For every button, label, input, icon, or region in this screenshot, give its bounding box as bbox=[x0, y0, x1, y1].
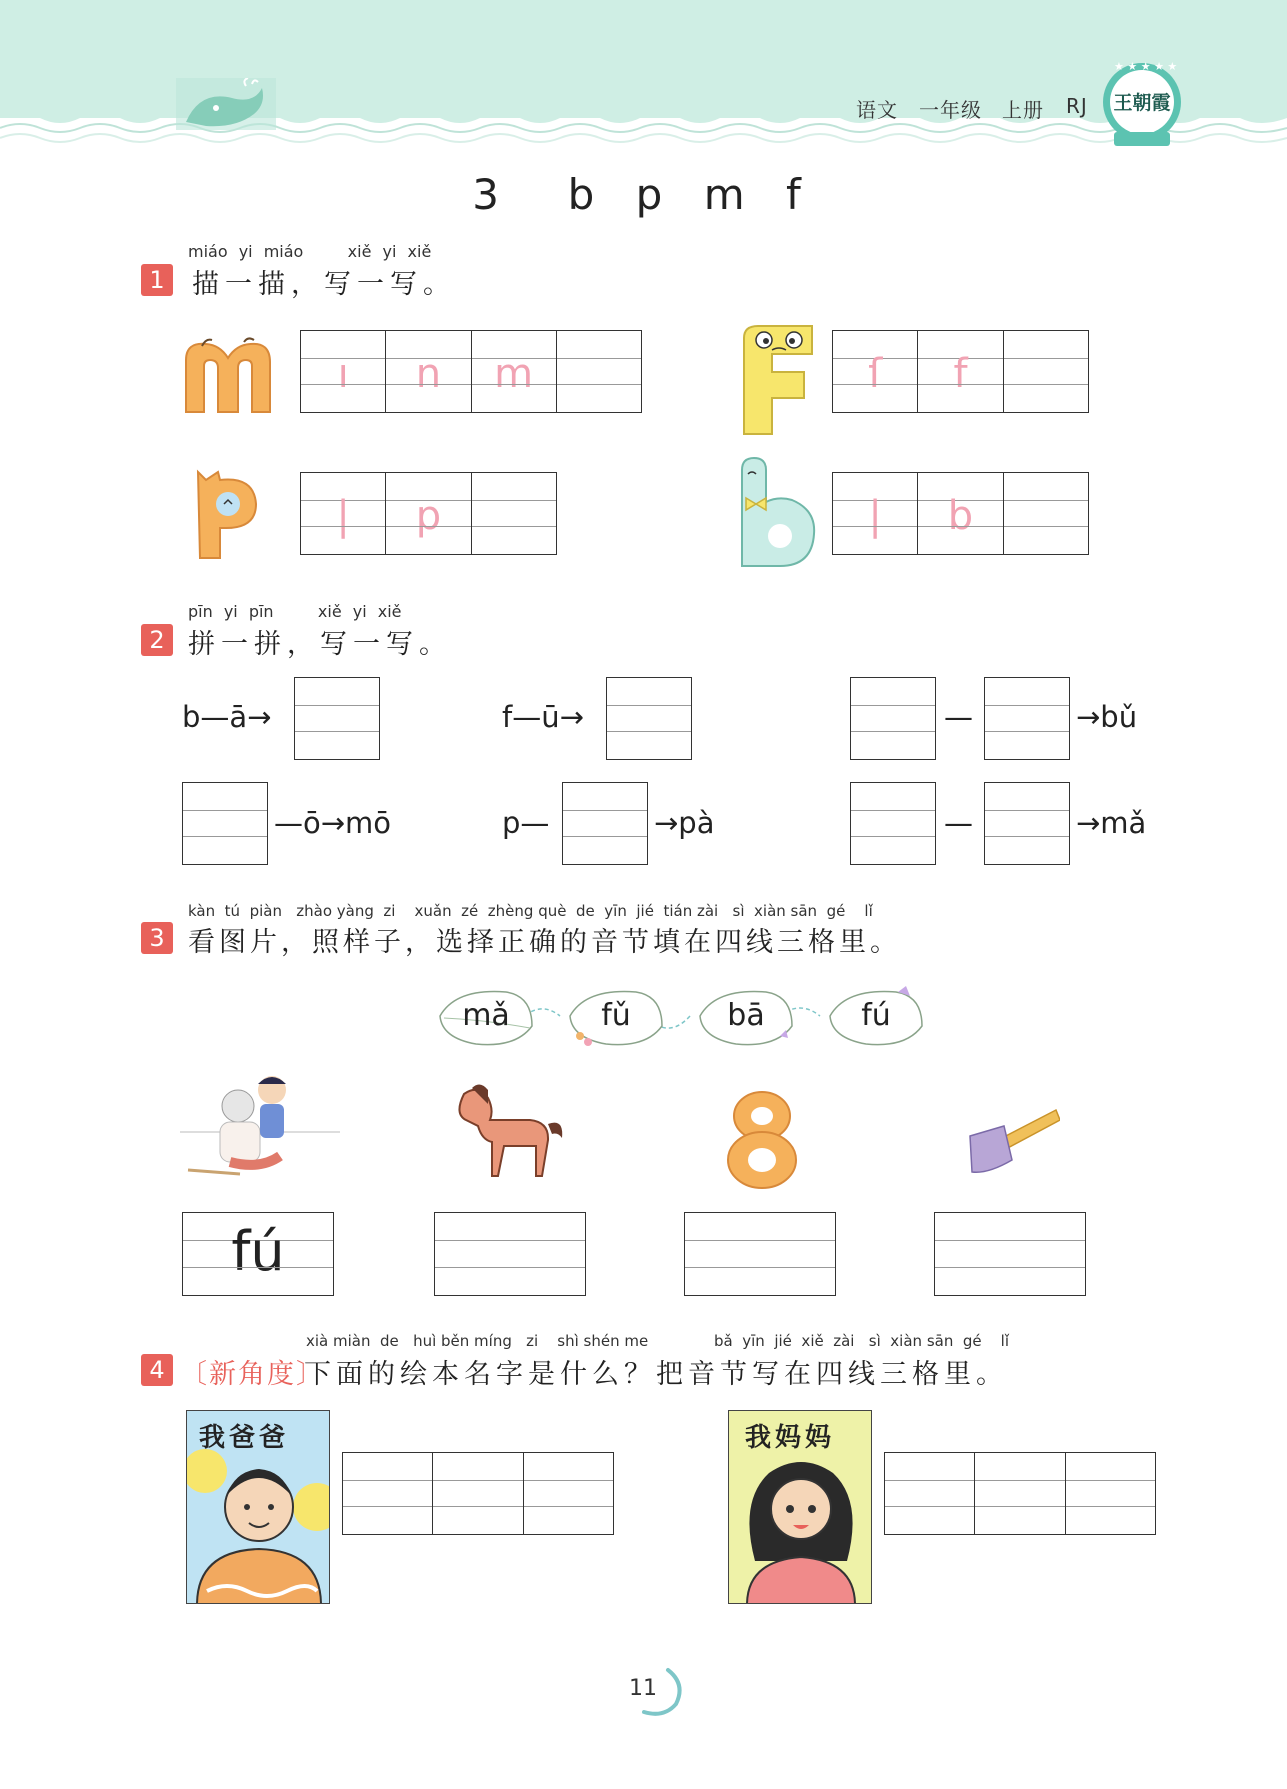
section2-number: 2 bbox=[141, 624, 173, 656]
answer-grid[interactable] bbox=[606, 677, 692, 760]
spell-result-bu: →bǔ bbox=[1076, 700, 1138, 734]
section4-tag: 〔新角度〕 bbox=[180, 1359, 325, 1390]
book-answer-grid[interactable] bbox=[342, 1452, 614, 1535]
spell-dash: — bbox=[944, 806, 973, 840]
horse-icon bbox=[444, 1080, 568, 1184]
page-title: 3 b p m f bbox=[472, 170, 815, 219]
leaf-option[interactable] bbox=[826, 986, 926, 1050]
grid-cell[interactable] bbox=[918, 473, 1003, 554]
grid-cell[interactable] bbox=[563, 783, 647, 864]
grid-cell[interactable] bbox=[301, 331, 386, 412]
grid-cell[interactable] bbox=[851, 783, 935, 864]
grid-cell[interactable] bbox=[607, 678, 691, 759]
helping-grandma-icon bbox=[180, 1070, 340, 1180]
sample-answer: fú bbox=[231, 1220, 285, 1283]
grid-cell[interactable] bbox=[433, 1453, 523, 1534]
grid-cell[interactable] bbox=[386, 331, 471, 412]
trace-glyph: | bbox=[336, 493, 350, 539]
book-title: 我妈妈 bbox=[745, 1423, 836, 1453]
book-cover-mom bbox=[728, 1410, 872, 1604]
grid-cell[interactable] bbox=[472, 473, 556, 554]
answer-grid[interactable] bbox=[562, 782, 648, 865]
header-edition: RJ bbox=[1066, 94, 1088, 118]
answer-grid[interactable] bbox=[984, 782, 1070, 865]
grid-cell[interactable] bbox=[1004, 331, 1088, 412]
section1-pinyin: miáo yi miáo xiě yi xiě bbox=[188, 242, 432, 261]
leaf-label: mǎ bbox=[462, 998, 510, 1033]
leaf-option[interactable] bbox=[696, 986, 796, 1050]
header-subject: 语文 bbox=[856, 98, 898, 122]
grid-cell[interactable] bbox=[1066, 1453, 1155, 1534]
picture-answer-grid[interactable] bbox=[934, 1212, 1086, 1296]
answer-grid[interactable] bbox=[294, 677, 380, 760]
trace-glyph: b bbox=[947, 493, 974, 539]
grid-cell[interactable] bbox=[885, 1453, 975, 1534]
trace-glyph: n bbox=[415, 351, 442, 397]
trace-grid-m[interactable] bbox=[300, 330, 642, 413]
letter-p-icon bbox=[190, 466, 264, 560]
trace-glyph: p bbox=[415, 493, 442, 539]
spell-result-pa: →pà bbox=[654, 806, 715, 840]
number-eight-icon bbox=[720, 1086, 804, 1190]
brand-name: 王朝霞 bbox=[1113, 92, 1171, 114]
grid-cell[interactable] bbox=[985, 783, 1069, 864]
section3-instruction: 看图片，照样子，选择正确的音节填在四线三格里。 bbox=[188, 927, 901, 958]
picture-answer-grid[interactable] bbox=[182, 1212, 334, 1296]
letter-m-icon bbox=[180, 332, 276, 416]
section3-number: 3 bbox=[141, 922, 173, 954]
grid-cell[interactable] bbox=[557, 331, 641, 412]
section1-number: 1 bbox=[141, 264, 173, 296]
section4-pinyin-b: bǎ yīn jié xiě zài sì xiàn sān gé lǐ bbox=[714, 1332, 1010, 1350]
grid-cell[interactable] bbox=[301, 473, 386, 554]
page-number: 11 bbox=[629, 1676, 657, 1701]
svg-text:★ ★ ★ ★ ★: ★ ★ ★ ★ ★ bbox=[1114, 60, 1178, 73]
book-title: 我爸爸 bbox=[199, 1423, 290, 1453]
leaf-option[interactable] bbox=[566, 986, 666, 1050]
book-cover-dad bbox=[186, 1410, 330, 1604]
grid-cell[interactable] bbox=[918, 331, 1003, 412]
grid-cell[interactable] bbox=[386, 473, 471, 554]
section4-instruction: 下面的绘本名字是什么？把音节写在四线三格里。 bbox=[304, 1359, 1008, 1390]
spell-expr-p: p— bbox=[502, 806, 550, 840]
header-grade: 一年级 bbox=[919, 98, 982, 122]
trace-grid-f[interactable] bbox=[832, 330, 1089, 413]
spell-result-ma: →mǎ bbox=[1076, 806, 1147, 840]
leaf-label: fǔ bbox=[601, 998, 631, 1033]
spell-expr-mo: —ō→mō bbox=[274, 806, 392, 840]
grid-cell[interactable] bbox=[183, 783, 267, 864]
letter-b-icon bbox=[736, 454, 818, 568]
leaf-option[interactable] bbox=[436, 986, 536, 1050]
section2-pinyin: pīn yi pīn xiě yi xiě bbox=[188, 602, 402, 621]
trace-glyph: | bbox=[868, 493, 882, 539]
grid-cell[interactable] bbox=[851, 678, 935, 759]
letter-f-icon bbox=[734, 318, 820, 436]
trace-grid-b[interactable] bbox=[832, 472, 1089, 555]
grid-cell[interactable] bbox=[975, 1453, 1065, 1534]
brand-seal bbox=[1100, 56, 1184, 152]
answer-grid[interactable] bbox=[850, 677, 936, 760]
grid-cell[interactable] bbox=[1004, 473, 1088, 554]
trace-glyph: ſ bbox=[868, 351, 883, 397]
grid-cell[interactable] bbox=[833, 331, 918, 412]
book-answer-grid[interactable] bbox=[884, 1452, 1156, 1535]
grid-cell[interactable] bbox=[343, 1453, 433, 1534]
picture-answer-grid[interactable] bbox=[434, 1212, 586, 1296]
grid-cell[interactable] bbox=[935, 1213, 1085, 1295]
trace-grid-p[interactable] bbox=[300, 472, 557, 555]
grid-cell[interactable] bbox=[524, 1453, 613, 1534]
grid-cell[interactable] bbox=[295, 678, 379, 759]
section4-pinyin-a: xià miàn de huì běn míng zi shì shén me bbox=[306, 1332, 649, 1350]
grid-cell[interactable] bbox=[685, 1213, 835, 1295]
grid-cell[interactable] bbox=[985, 678, 1069, 759]
leaf-label: bā bbox=[727, 998, 765, 1033]
trace-glyph: f bbox=[953, 351, 968, 397]
spell-expr-fu: f—ū→ bbox=[502, 700, 584, 734]
answer-grid[interactable] bbox=[850, 782, 936, 865]
grid-cell[interactable] bbox=[183, 1213, 333, 1295]
leaf-label: fú bbox=[861, 998, 891, 1033]
grid-cell[interactable] bbox=[833, 473, 918, 554]
whale-icon bbox=[176, 78, 276, 130]
grid-cell[interactable] bbox=[472, 331, 557, 412]
spell-dash: — bbox=[944, 700, 973, 734]
section4-number: 4 bbox=[141, 1354, 173, 1386]
answer-grid[interactable] bbox=[984, 677, 1070, 760]
trace-glyph: m bbox=[494, 351, 534, 397]
section2-instruction: 拼一拼，写一写。 bbox=[188, 629, 452, 660]
spell-expr-ba: b—ā→ bbox=[182, 700, 272, 734]
header-volume: 上册 bbox=[1002, 98, 1044, 122]
section1-instruction: 描一描，写一写。 bbox=[192, 269, 456, 300]
picture-answer-grid[interactable] bbox=[684, 1212, 836, 1296]
grid-cell[interactable] bbox=[435, 1213, 585, 1295]
section3-pinyin: kàn tú piàn zhào yàng zi xuǎn zé zhèng què de yīn jié tián zài sì xiàn sān gé lǐ bbox=[188, 902, 873, 920]
trace-glyph: ı bbox=[337, 351, 349, 397]
answer-grid[interactable] bbox=[182, 782, 268, 865]
axe-icon bbox=[964, 1104, 1060, 1184]
